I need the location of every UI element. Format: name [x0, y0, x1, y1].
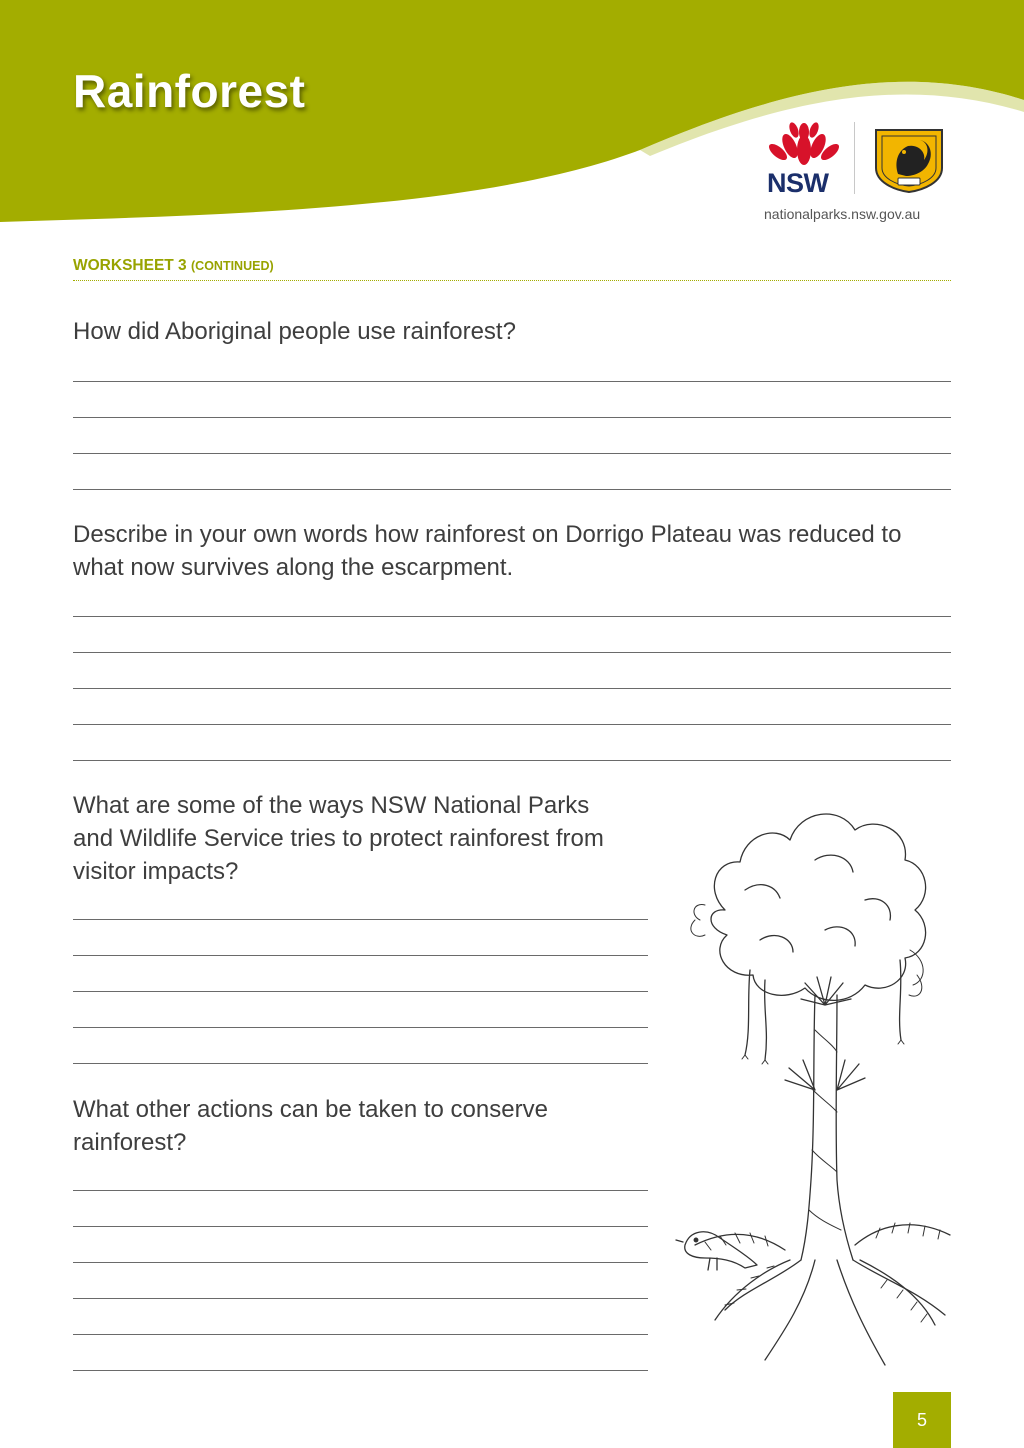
- answer-line[interactable]: [73, 955, 648, 956]
- worksheet-continued: (CONTINUED): [191, 259, 274, 273]
- answer-line[interactable]: [73, 919, 648, 920]
- answer-line[interactable]: [73, 1334, 648, 1335]
- question-2: Describe in your own words how rainforest on Dorrigo Plateau was reduced to what now survives along the escarpment.: [73, 521, 902, 581]
- answer-line[interactable]: [73, 724, 951, 725]
- answer-line[interactable]: [73, 381, 951, 382]
- answer-line[interactable]: [73, 1298, 648, 1299]
- npws-lyrebird-icon: [868, 124, 950, 194]
- logo-group: [764, 120, 954, 200]
- worksheet-label: WORKSHEET 3: [73, 257, 187, 274]
- website-url: nationalparks.nsw.gov.au: [764, 206, 921, 222]
- answer-line[interactable]: [73, 1262, 648, 1263]
- answer-line[interactable]: [73, 1190, 648, 1191]
- answer-line[interactable]: [73, 616, 951, 617]
- answer-line[interactable]: [73, 1370, 648, 1371]
- answer-line[interactable]: [73, 1226, 648, 1227]
- answer-line[interactable]: [73, 652, 951, 653]
- answer-line[interactable]: [73, 417, 951, 418]
- question-4: What other actions can be taken to conserve rainforest?: [73, 1096, 548, 1156]
- worksheet-heading: [73, 257, 951, 281]
- page-number: 5: [893, 1392, 951, 1448]
- answer-line[interactable]: [73, 760, 951, 761]
- page-title: Rainforest: [73, 65, 306, 117]
- answer-line[interactable]: [73, 991, 648, 992]
- answer-line[interactable]: [73, 1027, 648, 1028]
- nsw-logo-text: NSW: [767, 168, 829, 198]
- answer-line[interactable]: [73, 453, 951, 454]
- answer-line[interactable]: [73, 489, 951, 490]
- rainforest-tree-illustration: [665, 790, 970, 1375]
- answer-line[interactable]: [73, 688, 951, 689]
- question-1: How did Aboriginal people use rainforest?: [73, 318, 516, 345]
- logo-divider: [854, 122, 855, 194]
- answer-line[interactable]: [73, 1063, 648, 1064]
- question-3: What are some of the ways NSW National Parks and Wildlife Service tries to protect rainforest from visitor impacts?: [73, 792, 604, 885]
